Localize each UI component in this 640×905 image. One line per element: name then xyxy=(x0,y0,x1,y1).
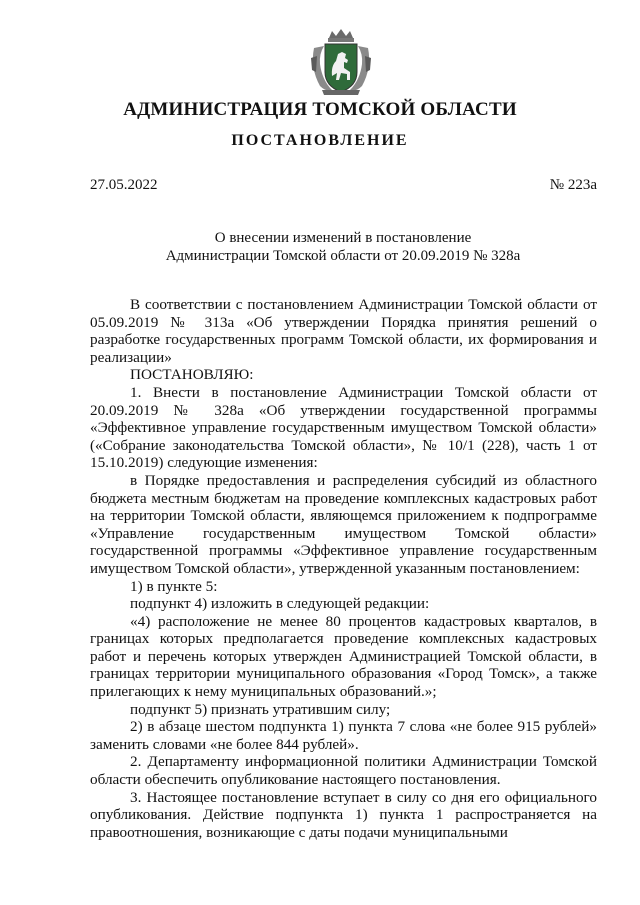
document-number: № 223а xyxy=(549,177,597,193)
body-paragraph: в Порядке предоставления и распределения субсидий из областного бюджета местным бюджетам на проведение комплексных кадастровых работ на территории Томской области, являющемся приложением к подпрограмме «Управление государственным имуществом Томской области» государственной программы «Эффективное управление государственным имуществом Томской области», утвержденной указанным постановлением: xyxy=(90,471,597,577)
document-date: 27.05.2022 xyxy=(90,177,158,193)
body-paragraph: 3. Настоящее постановление вступает в силу со дня его официального опубликования. Действие подпункта 1) пункта 1 распространяется на правоотношения, возникающие с даты подачи муниципальными xyxy=(90,788,597,841)
body-paragraph: 2) в абзаце шестом подпункта 1) пункта 7 слова «не более 915 рублей» заменить словами «не более 844 рублей». xyxy=(90,718,597,753)
resolution-word: ПОСТАНОВЛЯЮ: xyxy=(130,366,254,384)
subject-line: О внесении изменений в постановление xyxy=(214,230,472,246)
subject-line: Администрации Томской области от 20.09.2019 № 328а xyxy=(165,248,521,264)
body-paragraph: В соответствии с постановлением Администрации Томской области от 05.09.2019 № 313а «Об утверждении Порядка принятия решений о разработке государственных программ Томской области, их формирования и реализации» xyxy=(90,296,597,366)
body-paragraph: подпункт 4) изложить в следующей редакции: xyxy=(130,595,430,613)
body-paragraph: 1) в пункте 5: xyxy=(130,577,218,595)
document-subject xyxy=(0,229,640,265)
document-type-title: ПОСТАНОВЛЕНИЕ xyxy=(231,132,409,149)
coat-of-arms-icon xyxy=(308,28,374,98)
organization-title: АДМИНИСТРАЦИЯ ТОМСКОЙ ОБЛАСТИ xyxy=(123,99,517,120)
body-paragraph: 2. Департаменту информационной политики Администрации Томской области обеспечить опубликование настоящего постановления. xyxy=(90,753,597,789)
document-body xyxy=(90,296,597,841)
body-paragraph: «4) расположение не менее 80 процентов кадастровых кварталов, в границах которых предполагается проведение комплексных кадастровых работ и перечень которых утвержден Администрацией Томской области, в границах территории муниципального образования «Город Томск», а также прилегающих к нему муниципальных образований.»; xyxy=(90,612,597,701)
body-paragraph: 1. Внести в постановление Администрации Томской области от 20.09.2019 № 328а «Об утверждении государственной программы «Эффективное управление государственным имуществом Томской области» («Собрание законодательства Томской области», № 10/1 (228), часть 1 от 15.10.2019) следующие изменения: xyxy=(90,383,597,472)
body-paragraph: подпункт 5) признать утратившим силу; xyxy=(130,700,391,718)
